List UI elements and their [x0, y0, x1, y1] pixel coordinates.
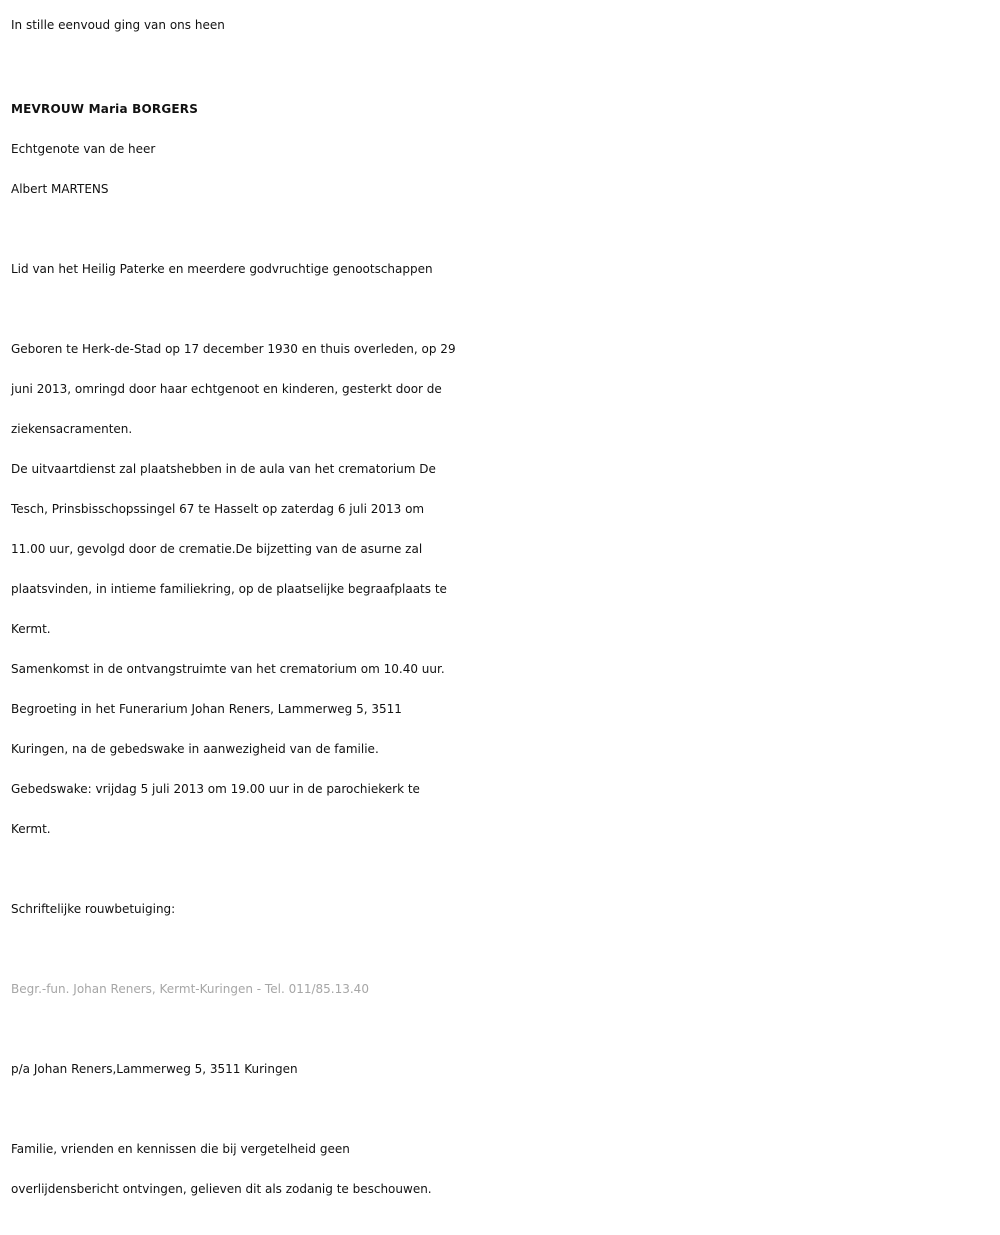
details-line: Gebedswake: vrijdag 5 juli 2013 om 19.00 uur in de parochiekerk te	[11, 782, 420, 796]
details-line: Tesch, Prinsbisschopssingel 67 te Hasselt op zaterdag 6 juli 2013 om	[11, 502, 425, 516]
condolence-label: Schriftelijke rouwbetuiging:	[11, 902, 176, 916]
details-line: Geboren te Herk-de-Stad op 17 december 1930 en thuis overleden, op 29	[11, 342, 456, 356]
spacer	[11, 929, 1000, 969]
deceased-name: MEVROUW Maria BORGERS	[11, 102, 199, 116]
intro-text: In stille eenvoud ging van ons heen	[11, 18, 225, 32]
closing-line: Familie, vrienden en kennissen die bij vergetelheid geen	[11, 1142, 350, 1156]
details-line: Kermt.	[11, 622, 51, 636]
closing-line: overlijdensbericht ontvingen, gelieven dit als zodanig te beschouwen.	[11, 1182, 432, 1196]
spacer	[11, 1089, 1000, 1129]
spouse-line-1: Echtgenote van de heer	[11, 142, 156, 156]
spouse-line-2: Albert MARTENS	[11, 182, 109, 196]
spacer	[11, 289, 1000, 329]
membership-text: Lid van het Heilig Paterke en meerdere godvruchtige genootschappen	[11, 262, 433, 276]
details-line: 11.00 uur, gevolgd door de crematie.De bijzetting van de asurne zal	[11, 542, 423, 556]
spacer	[11, 1009, 1000, 1049]
details-line: juni 2013, omringd door haar echtgenoot en kinderen, gesterkt door de	[11, 382, 442, 396]
condolence-address: p/a Johan Reners,Lammerweg 5, 3511 Kuringen	[11, 1062, 298, 1076]
details-line: plaatsvinden, in intieme familiekring, op de plaatselijke begraafplaats te	[11, 582, 447, 596]
details-line: Kermt.	[11, 822, 51, 836]
obituary-notice	[0, 5, 1000, 1235]
spacer	[11, 209, 1000, 249]
details-line: Kuringen, na de gebedswake in aanwezigheid van de familie.	[11, 742, 379, 756]
spacer	[11, 849, 1000, 889]
details-line: De uitvaartdienst zal plaatshebben in de aula van het crematorium De	[11, 462, 436, 476]
details-line: ziekensacramenten.	[11, 422, 133, 436]
details-line: Samenkomst in de ontvangstruimte van het crematorium om 10.40 uur.	[11, 662, 445, 676]
funeral-home-contact: Begr.-fun. Johan Reners, Kermt-Kuringen - Tel. 011/85.13.40	[11, 982, 369, 996]
details-line: Begroeting in het Funerarium Johan Reners, Lammerweg 5, 3511	[11, 702, 402, 716]
